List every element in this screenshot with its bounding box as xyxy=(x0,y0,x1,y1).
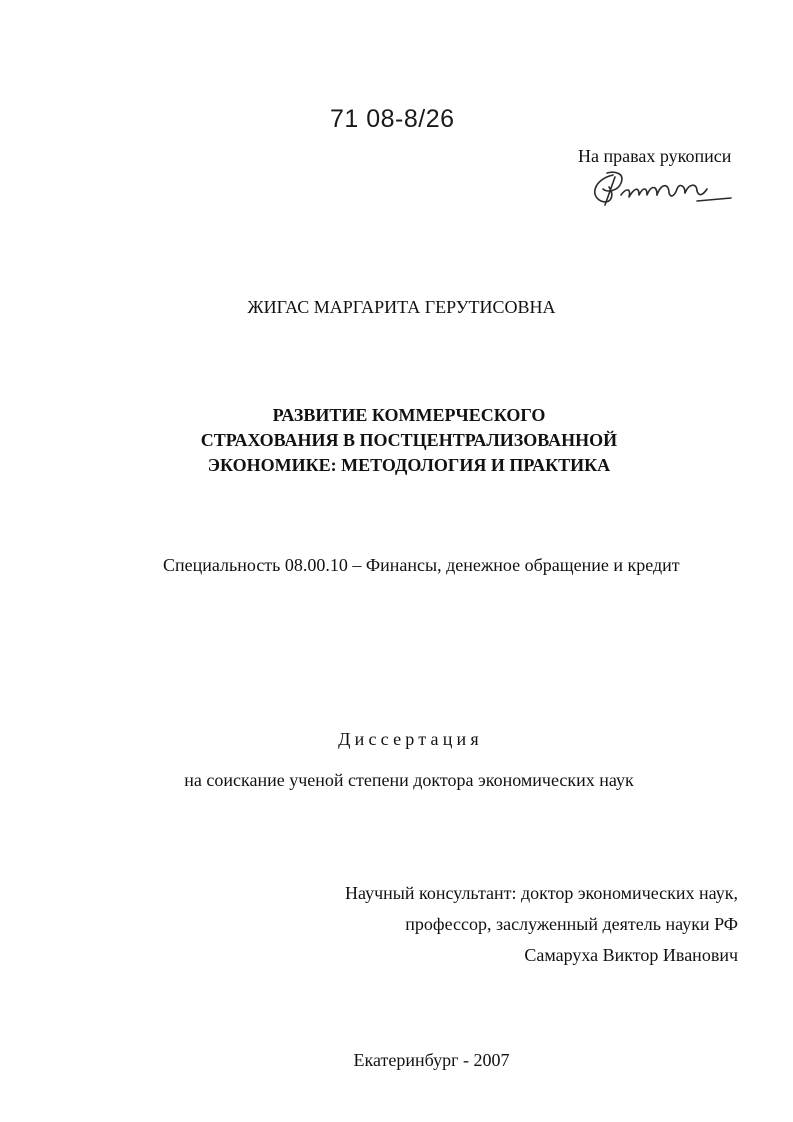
handwritten-signature xyxy=(585,165,735,215)
advisor-line: Самаруха Виктор Иванович xyxy=(524,945,738,965)
title-line: СТРАХОВАНИЯ В ПОСТЦЕНТРАЛИЗОВАННОЙ xyxy=(200,430,618,450)
scientific-advisor xyxy=(345,878,738,971)
title-line: РАЗВИТИЕ КОММЕРЧЕСКОГО xyxy=(272,405,546,425)
title-line: ЭКОНОМИКЕ: МЕТОДОЛОГИЯ И ПРАКТИКА xyxy=(207,455,611,475)
document-type: Диссертация xyxy=(338,729,483,749)
advisor-line: профессор, заслуженный деятель науки РФ xyxy=(405,914,738,934)
specialty-line: Специальность 08.00.10 – Финансы, денежное обращение и кредит xyxy=(163,555,680,575)
author-name: ЖИГАС МАРГАРИТА ГЕРУТИСОВНА xyxy=(247,297,556,317)
advisor-line: Научный консультант: доктор экономических наук, xyxy=(345,883,738,903)
manuscript-rights-note: На правах рукописи xyxy=(578,146,732,166)
dissertation-title xyxy=(0,403,793,478)
degree-line: на соискание ученой степени доктора экономических наук xyxy=(184,770,634,790)
archive-code: 71 08-8/26 xyxy=(330,105,455,133)
city-year: Екатеринбург - 2007 xyxy=(353,1050,510,1070)
